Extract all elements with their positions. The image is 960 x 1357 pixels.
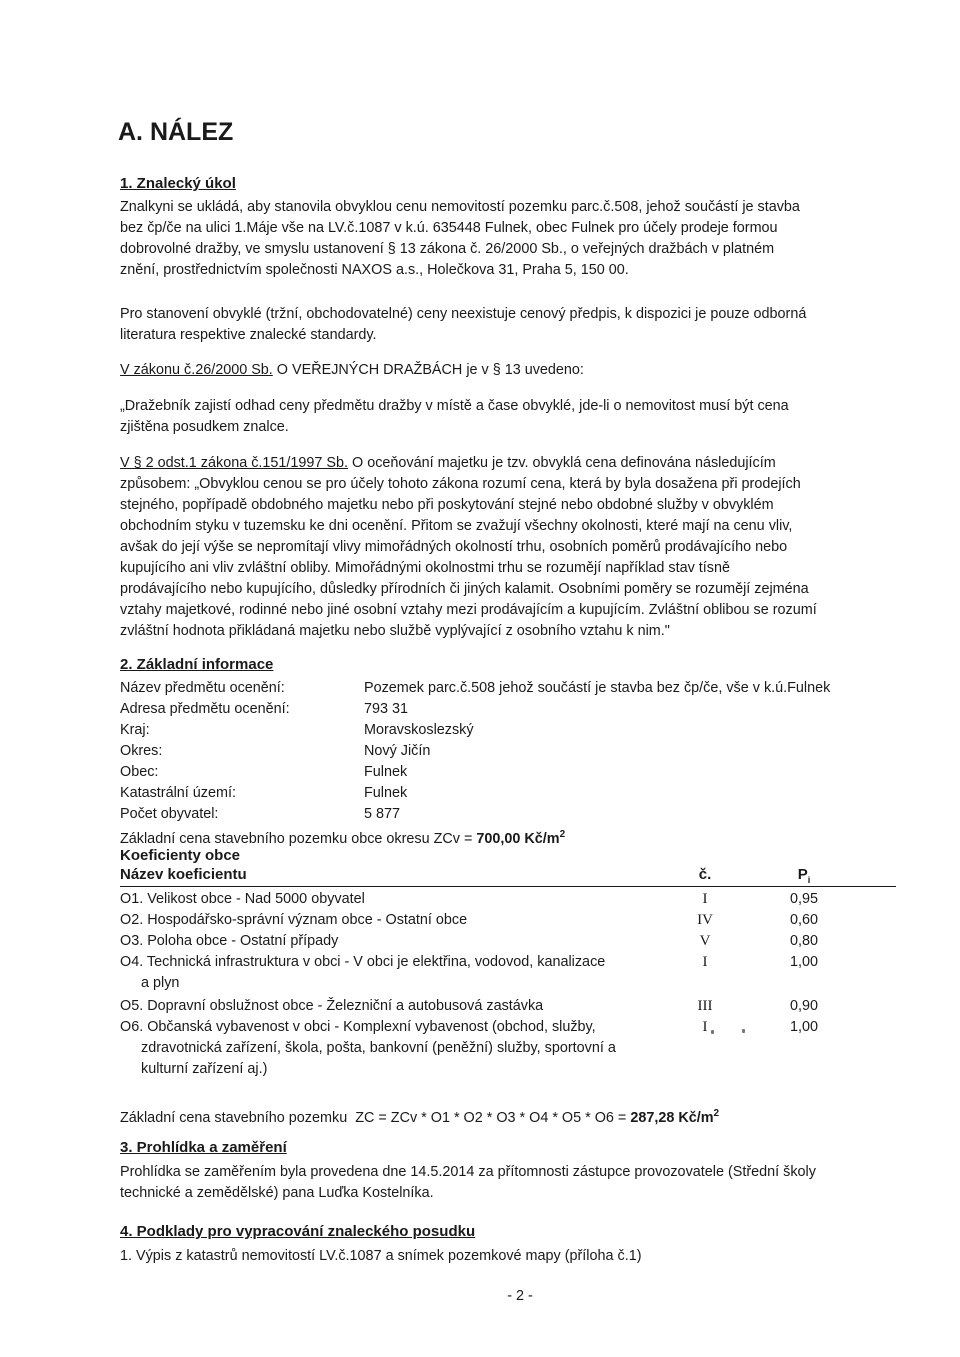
coefficient-name-continued: a plyn [141,975,180,991]
base-price-unit-sup: 2 [559,829,566,840]
paragraph-line: Pro stanovení obvyklé (tržní, obchodovatelné) ceny neexistuje cenový předpis, k dispozici je pouze odborná [120,306,807,322]
law-definition-line [120,453,776,474]
coefficient-name-continued: kulturní zařízení aj.) [141,1061,268,1077]
coefficient-value: 1,00 [789,1019,818,1035]
zc-formula: ZC = ZCv * O1 * O2 * O3 * O4 * O5 * O6 = [355,1109,627,1126]
list-item: 1. Výpis z katastrů nemovitostí LV.č.1087 a snímek pozemkové mapy (příloha č.1) [120,1248,642,1264]
coefficient-name: O4. Technická infrastruktura v obci - V obci je elektřina, vodovod, kanalizace [120,954,606,970]
coefficient-name: O2. Hospodářsko-správní význam obce - Ostatní obce [120,912,468,928]
law-reference-text: O VEŘEJNÝCH DRAŽBÁCH je v § 13 uvedeno: [272,362,584,378]
quote-line: způsobem: „Obvyklou cenou se pro účely tohoto zákona rozumí cena, která by byla dosažena při prodejích [120,476,801,492]
quote-line: obchodním styku v tuzemsku ke dni ocenění. Přitom se zvažují všechny okolnosti, které mají na cenu vliv, [120,518,793,534]
quote-line: zvláštní hodnota přikládaná majetku nebo službě vyplývající z osobního vztahu k nim." [120,623,670,639]
info-value: Fulnek [364,785,408,801]
info-label: Obec: [120,764,159,780]
coefficient-number: V [699,933,711,949]
table-header-rule [120,886,896,887]
coefficient-number: I [702,891,708,907]
law-reference: V § 2 odst.1 zákona č.151/1997 Sb. [120,455,349,471]
paragraph-line: znění, prostřednictvím společnosti NAXOS a.s., Holečkova 31, Praha 5, 150 00. [120,262,629,278]
coefficient-name: O5. Dopravní obslužnost obce - Železniční a autobusová zastávka [120,998,544,1014]
coefficient-value: 1,00 [789,954,818,970]
law-reference-text: O oceňování majetku je tzv. obvyklá cena definována následujícím [348,455,776,471]
coefficient-number: I [702,1019,708,1035]
law-reference-line [120,360,584,381]
paragraph-line: Znalkyni se ukládá, aby stanovila obvyklou cenu nemovitostí pozemku parc.č.508, jehož součástí je stavba [120,199,800,215]
section-3-heading: 3. Prohlídka a zaměření [120,1139,287,1156]
coefficient-name: O6. Občanská vybavenost v obci - Komplexní vybavenost (obchod, služby, [120,1019,596,1035]
coefficient-value: 0,90 [789,998,818,1014]
info-value: 793 31 [364,701,409,717]
coefficient-name: O3. Poloha obce - Ostatní případy [120,933,339,949]
coefficients-header-p-letter: P [797,866,808,883]
quote-line: stejného, popřípadě obdobného majetku nebo při poskytování stejné nebo obdobné služby v obvyklém [120,497,774,513]
paragraph-line: bez čp/če na ulici 1.Máje vše na LV.č.1087 v k.ú. 635448 Fulnek, obec Fulnek pro účely prodeje formou [120,220,778,236]
scan-speck [742,1029,745,1033]
coefficient-number: IV [697,912,713,928]
quote-line: prodávajícího nebo kupujícího, důsledky přírodních či jiných kalamit. Osobními poměry se rozumějí zejména [120,581,809,597]
coefficient-number: III [697,998,713,1014]
paragraph-line: literatura respektive znalecké standardy. [120,327,377,343]
info-value: Pozemek parc.č.508 jehož součástí je stavba bez čp/če, vše v k.ú.Fulnek [364,680,831,696]
law-reference: V zákonu č.26/2000 Sb. [120,362,273,378]
quote-line: „Dražebník zajistí odhad ceny předmětu dražby v místě a čase obvyklé, jde-li o nemovitost musí být cena [120,398,789,414]
section-title: A. NÁLEZ [118,118,234,146]
coefficients-header-num: č. [698,866,712,883]
info-value: Nový Jičín [364,743,431,759]
section-2-heading: 2. Základní informace [120,656,274,673]
info-label: Adresa předmětu ocenění: [120,701,290,717]
info-value: Fulnek [364,764,408,780]
paragraph-line: technické a zemědělské) pana Luďka Kostelníka. [120,1185,434,1201]
coefficient-name: O1. Velikost obce - Nad 5000 obyvatel [120,891,365,907]
info-label: Kraj: [120,722,150,738]
quote-line: kupujícího ani vliv zvláštní obliby. Mimořádnými okolnostmi trhu se rozumějí například stav tísně [120,560,730,576]
scan-speck [711,1030,714,1034]
info-label: Okres: [120,743,163,759]
info-label: Počet obyvatel: [120,806,219,822]
info-value: Moravskoslezský [364,722,474,738]
paragraph-line: dobrovolné dražby, ve smyslu ustanovení § 13 zákona č. 26/2000 Sb., o veřejných dražbách v platném [120,241,775,257]
quote-line: avšak do její výše se nepromítají vlivy mimořádných okolností trhu, osobních poměrů prodávajícího nebo [120,539,788,555]
coefficients-header-name: Název koeficientu [120,866,247,883]
coefficient-value: 0,95 [789,891,818,907]
coefficients-header-p-sub: i [807,875,811,885]
coefficients-title: Koeficienty obce [120,847,241,864]
quote-line: vztahy majetkové, rodinné nebo jiné osobní vztahy mezi prodávajícím a kupujícím. Zvláštní oblibou se rozumí [120,602,817,618]
zc-unit-sup: 2 [713,1108,720,1119]
base-price-value: 700,00 Kč/m [476,830,560,847]
zc-formula-line [120,1104,719,1128]
coefficient-name-continued: zdravotnická zařízení, škola, pošta, bankovní (peněžní) služby, sportovní a [141,1040,616,1056]
paragraph-line: Prohlídka se zaměřením byla provedena dne 14.5.2014 za přítomnosti zástupce provozovatele (Střední školy [120,1164,816,1180]
base-price-label: Základní cena stavebního pozemku obce okresu ZCv = [120,830,477,847]
info-value: 5 877 [364,806,401,822]
zc-label: Základní cena stavebního pozemku [120,1109,348,1126]
coefficient-number: I [702,954,708,970]
zc-value: 287,28 Kč/m [630,1109,714,1126]
section-1-heading: 1. Znalecký úkol [120,175,236,192]
info-label: Katastrální území: [120,785,236,801]
quote-line: zjištěna posudkem znalce. [120,419,289,435]
info-label: Název předmětu ocenění: [120,680,285,696]
section-4-heading: 4. Podklady pro vypracování znaleckého posudku [120,1223,476,1240]
page-number: - 2 - [507,1288,533,1304]
coefficient-value: 0,60 [789,912,818,928]
coefficient-value: 0,80 [789,933,818,949]
